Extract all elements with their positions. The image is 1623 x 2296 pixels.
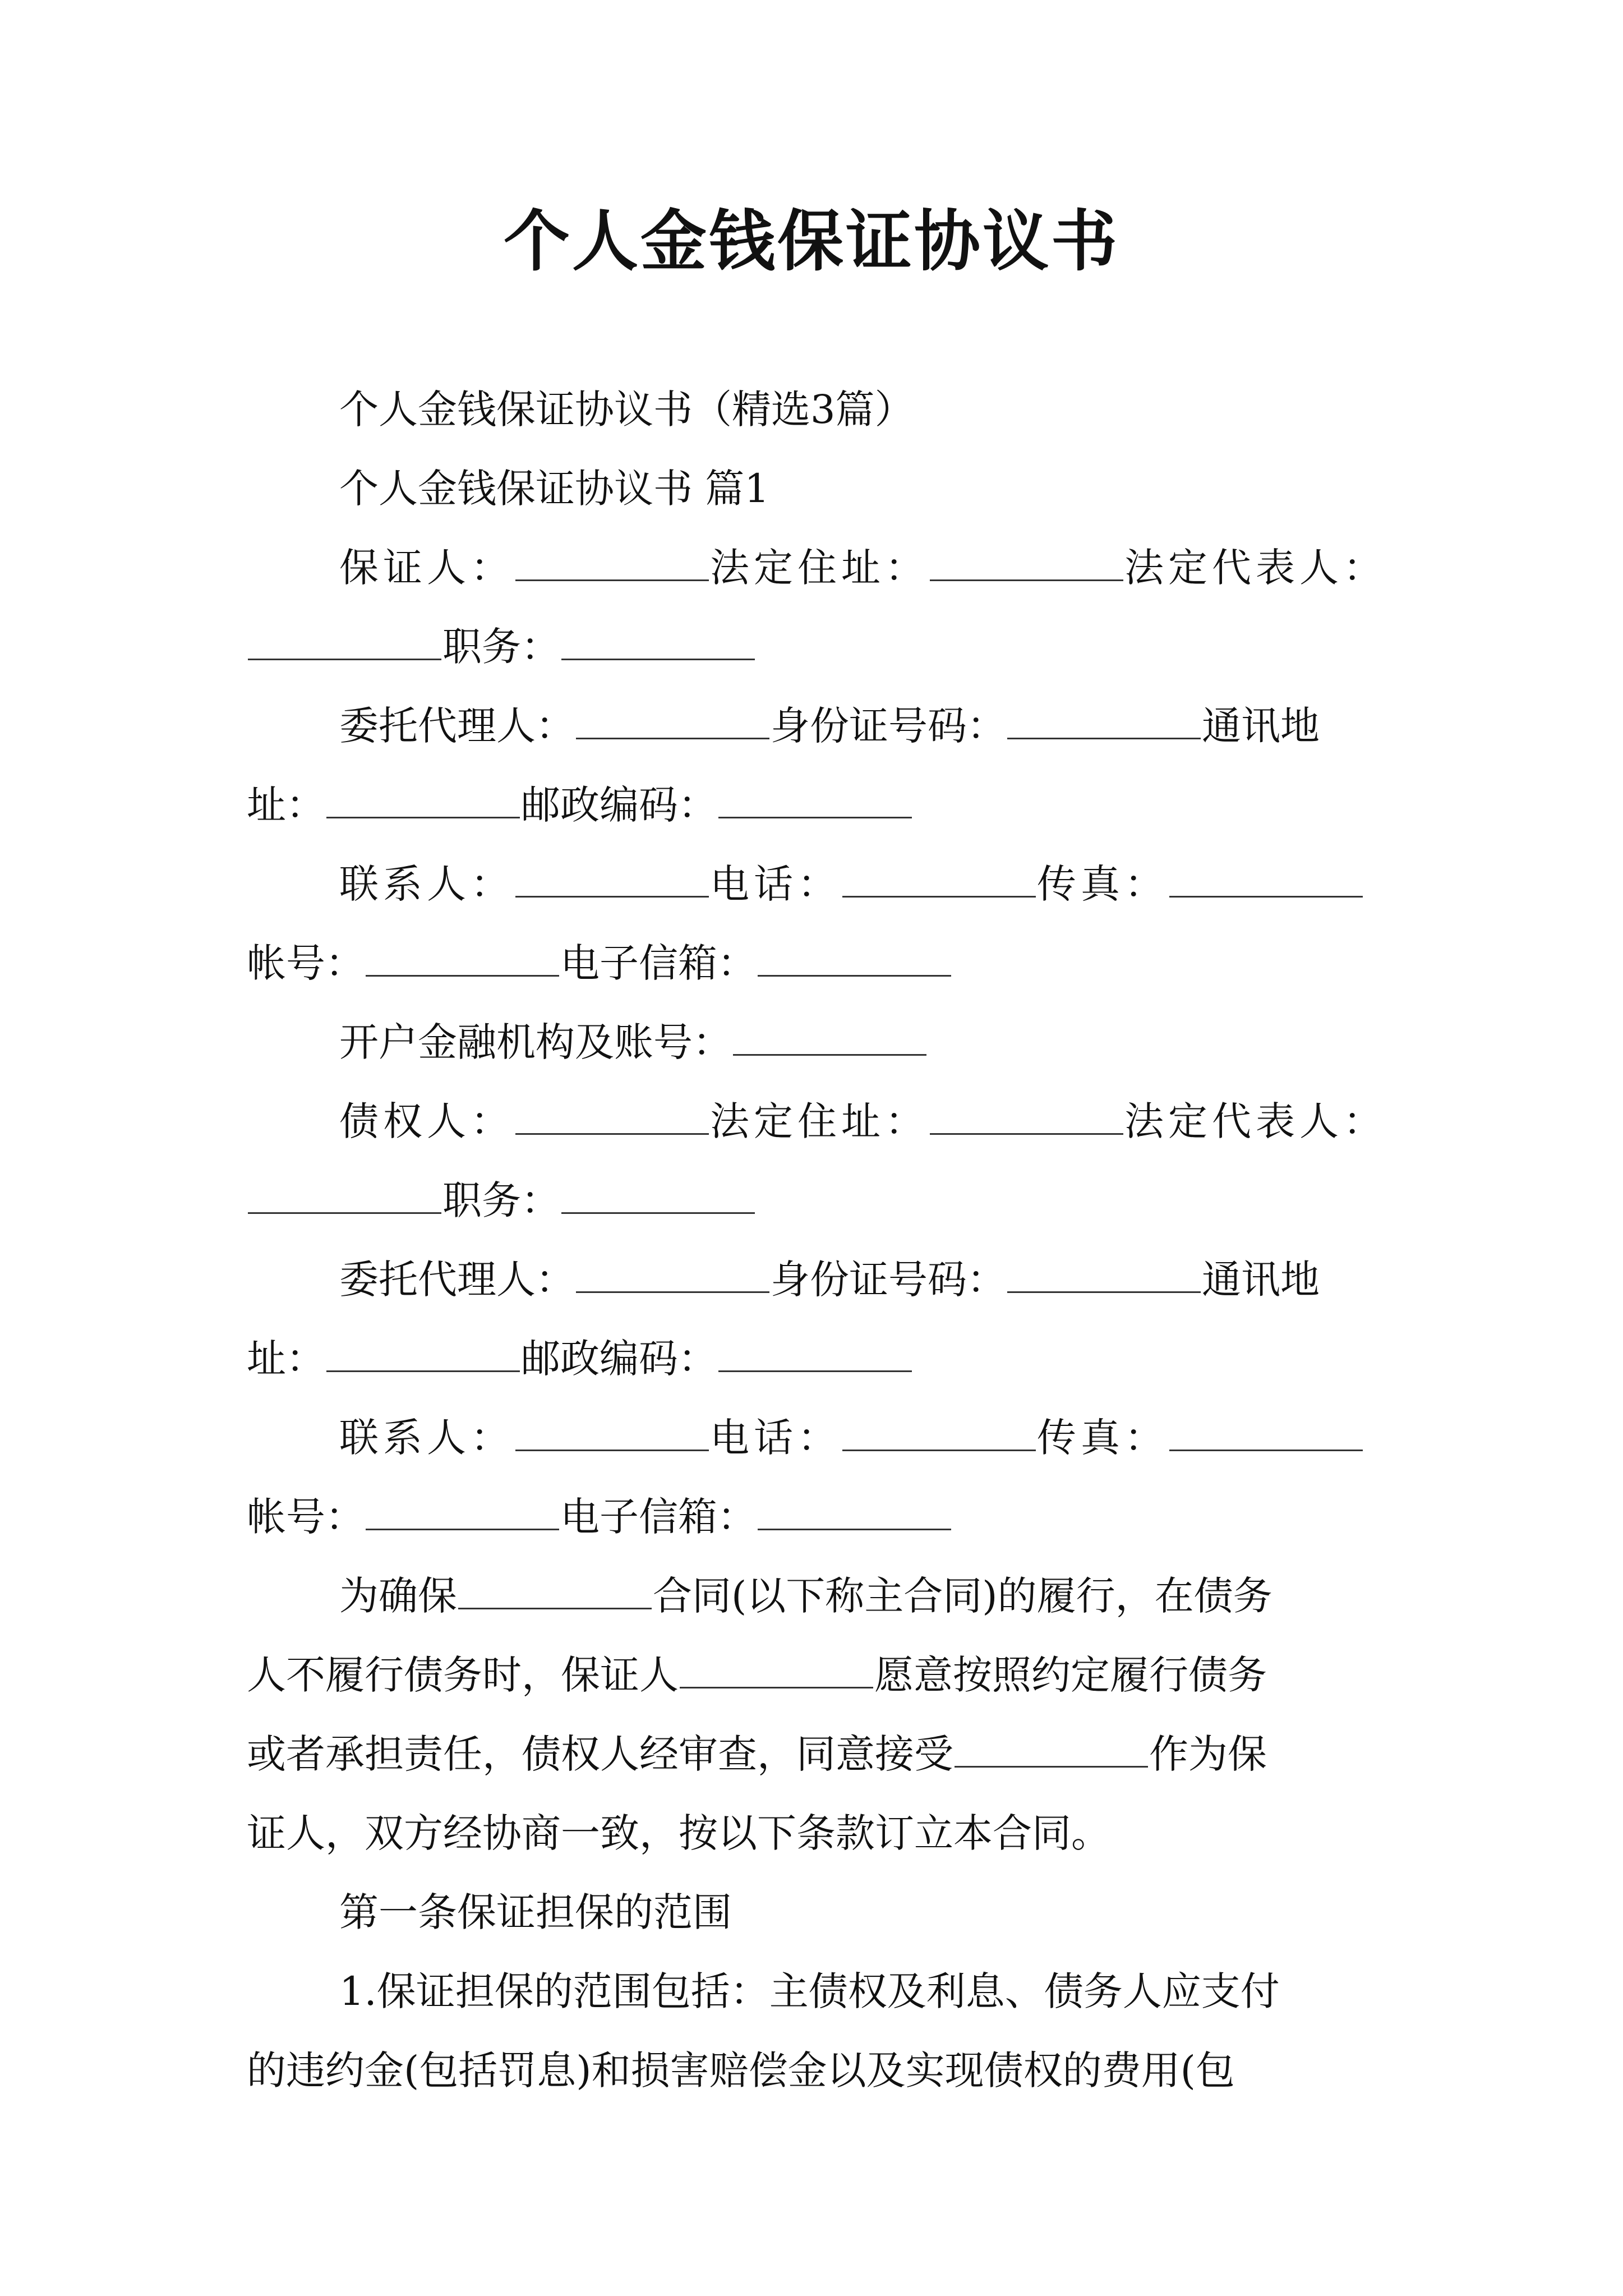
guarantor-position-label: 职务： [442, 624, 560, 670]
creditor-fax-label: 传真： [1037, 1415, 1168, 1461]
bank-line [247, 1003, 1396, 1082]
email-blank[interactable] [758, 943, 951, 977]
creditor-position-blank[interactable] [561, 1180, 755, 1214]
creditor-mail-address-label-cont: 址： [247, 1336, 325, 1382]
guarantor-contact-line-2 [247, 924, 1396, 1003]
fax-blank[interactable] [1169, 864, 1363, 898]
phone-blank[interactable] [842, 864, 1036, 898]
phone-label: 电话： [710, 861, 841, 907]
item-line-2: 的违约金(包括罚息)和损害赔偿金以及实现债权的费用(包 [247, 2047, 1235, 2093]
creditor-position-label: 职务： [442, 1177, 560, 1223]
para-text-c: 人不履行债务时，保证人 [247, 1652, 679, 1698]
creditor-contact-line [247, 1398, 1396, 1478]
creditor-account-blank[interactable] [366, 1497, 559, 1530]
guarantor-agent-line [247, 687, 1396, 766]
paragraph-line-4: 证人，双方经协商一致，按以下条款订立本合同。 [247, 1810, 1110, 1856]
contact-label: 联系人： [339, 861, 514, 907]
accepted-guarantor-blank[interactable] [955, 1734, 1148, 1768]
postcode-blank[interactable] [718, 785, 912, 818]
guarantor-address-label: 法定住址： [710, 545, 929, 591]
creditor-contact-line-2 [247, 1478, 1396, 1557]
contact-blank[interactable] [515, 864, 709, 898]
guarantor-contact-line [247, 845, 1396, 924]
guarantor-rep-label: 法定代表人： [1124, 545, 1387, 591]
guarantor-name-blank[interactable] [680, 1655, 873, 1688]
mail-address-label-cont: 址： [247, 782, 325, 828]
creditor-rep-blank[interactable] [248, 1180, 441, 1214]
creditor-agent-blank[interactable] [576, 1259, 769, 1293]
para-text-f: 作为保 [1149, 1731, 1267, 1777]
creditor-id-number-label: 身份证号码： [771, 1257, 1006, 1303]
creditor-postcode-blank[interactable] [718, 1338, 912, 1372]
creditor-rep-label: 法定代表人： [1124, 1098, 1387, 1144]
creditor-email-label: 电子信箱： [560, 1494, 757, 1540]
para-text-d: 愿意按照约定履行债务 [874, 1652, 1267, 1698]
guarantor-label: 保证人： [339, 545, 514, 591]
creditor-line-2 [247, 1161, 1396, 1240]
fax-label: 传真： [1037, 861, 1168, 907]
guarantor-agent-line-2 [247, 766, 1396, 845]
account-blank[interactable] [366, 943, 559, 977]
creditor-line [247, 1082, 1396, 1161]
subtitle-line: 个人金钱保证协议书（精选3篇） [339, 386, 914, 432]
guarantor-address-blank[interactable] [930, 547, 1123, 581]
id-number-blank[interactable] [1007, 706, 1201, 739]
agent-label: 委托代理人： [339, 703, 575, 749]
creditor-phone-label: 电话： [710, 1415, 841, 1461]
creditor-id-number-blank[interactable] [1007, 1259, 1201, 1293]
creditor-agent-label: 委托代理人： [339, 1257, 575, 1303]
paragraph-line-3 [247, 1715, 1396, 1794]
bank-blank[interactable] [733, 1022, 926, 1056]
id-number-label: 身份证号码： [771, 703, 1006, 749]
email-label: 电子信箱： [560, 940, 757, 986]
creditor-fax-blank[interactable] [1169, 1418, 1363, 1451]
creditor-account-label: 帐号： [247, 1494, 365, 1540]
section-heading: 个人金钱保证协议书 篇1 [339, 466, 769, 512]
creditor-address-label: 法定住址： [710, 1098, 929, 1144]
bank-label: 开户金融机构及账号： [339, 1019, 732, 1065]
creditor-address-blank[interactable] [930, 1101, 1123, 1135]
agent-blank[interactable] [576, 706, 769, 739]
document-title: 个人金钱保证协议书 [503, 202, 1119, 280]
mail-address-blank[interactable] [326, 785, 520, 818]
creditor-label: 债权人： [339, 1098, 514, 1144]
para-text-e: 或者承担责任，债权人经审查，同意接受 [247, 1731, 953, 1777]
paragraph-line-2 [247, 1636, 1396, 1715]
para-text-b: 合同(以下称主合同)的履行，在债务 [653, 1573, 1272, 1619]
creditor-agent-line [247, 1240, 1396, 1319]
contract-name-blank[interactable] [458, 1576, 652, 1609]
creditor-blank[interactable] [515, 1101, 709, 1135]
creditor-contact-label: 联系人： [339, 1415, 514, 1461]
creditor-mail-address-blank[interactable] [326, 1338, 520, 1372]
guarantor-line [247, 528, 1396, 608]
creditor-email-blank[interactable] [758, 1497, 951, 1530]
guarantor-line-2 [247, 608, 1396, 687]
guarantor-position-blank[interactable] [561, 627, 755, 660]
creditor-agent-line-2 [247, 1319, 1396, 1398]
guarantor-blank[interactable] [515, 547, 709, 581]
paragraph-line-1 [247, 1557, 1396, 1636]
item-line-1: 1.保证担保的范围包括：主债权及利息、债务人应支付 [339, 1968, 1280, 2014]
creditor-contact-blank[interactable] [515, 1418, 709, 1451]
creditor-mail-address-label: 通讯地 [1202, 1257, 1320, 1303]
creditor-postcode-label: 邮政编码： [521, 1336, 717, 1382]
account-label: 帐号： [247, 940, 365, 986]
guarantor-rep-blank[interactable] [248, 627, 441, 660]
creditor-phone-blank[interactable] [842, 1418, 1036, 1451]
article-heading: 第一条保证担保的范围 [339, 1889, 732, 1935]
para-text-a: 为确保 [339, 1573, 457, 1619]
postcode-label: 邮政编码： [521, 782, 717, 828]
mail-address-label: 通讯地 [1202, 703, 1320, 749]
document-body [247, 370, 1396, 2110]
